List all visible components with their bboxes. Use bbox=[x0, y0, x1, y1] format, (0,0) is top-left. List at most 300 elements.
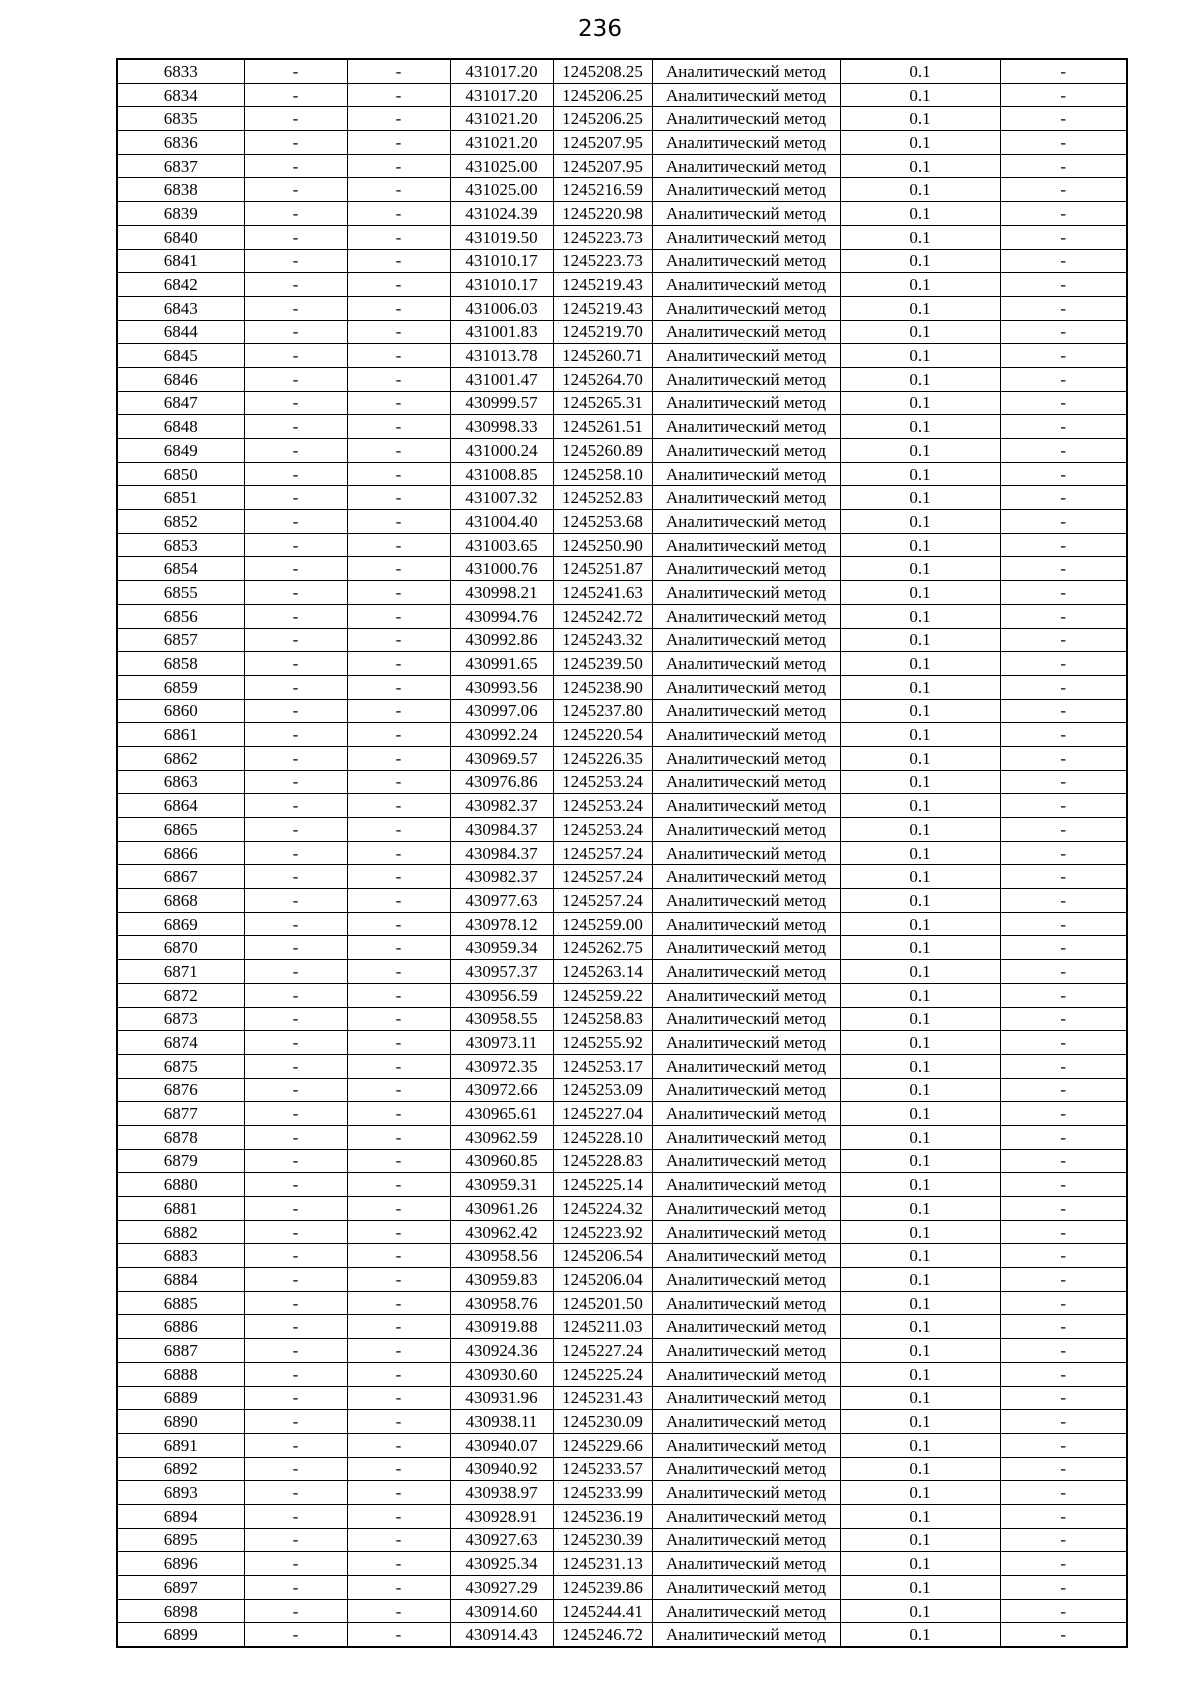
note-cell: - bbox=[1000, 723, 1127, 747]
method-cell: Аналитический метод bbox=[652, 178, 840, 202]
x-coordinate-cell: 430965.61 bbox=[450, 1102, 553, 1126]
note-cell: - bbox=[1000, 202, 1127, 226]
accuracy-cell: 0.1 bbox=[840, 628, 1000, 652]
dash-cell-b: - bbox=[347, 1078, 450, 1102]
dash-cell-a: - bbox=[244, 699, 347, 723]
method-cell: Аналитический метод bbox=[652, 1504, 840, 1528]
method-cell: Аналитический метод bbox=[652, 794, 840, 818]
x-coordinate-cell: 430938.97 bbox=[450, 1481, 553, 1505]
y-coordinate-cell: 1245260.71 bbox=[553, 344, 652, 368]
note-cell: - bbox=[1000, 865, 1127, 889]
dash-cell-b: - bbox=[347, 202, 450, 226]
dash-cell-b: - bbox=[347, 1433, 450, 1457]
table-row bbox=[117, 178, 1127, 202]
method-cell: Аналитический метод bbox=[652, 273, 840, 297]
dash-cell-b: - bbox=[347, 841, 450, 865]
dash-cell-b: - bbox=[347, 1576, 450, 1600]
point-number-cell: 6898 bbox=[117, 1599, 244, 1623]
note-cell: - bbox=[1000, 1528, 1127, 1552]
x-coordinate-cell: 430924.36 bbox=[450, 1339, 553, 1363]
x-coordinate-cell: 431019.50 bbox=[450, 225, 553, 249]
dash-cell-a: - bbox=[244, 1031, 347, 1055]
y-coordinate-cell: 1245220.98 bbox=[553, 202, 652, 226]
note-cell: - bbox=[1000, 1149, 1127, 1173]
table-row bbox=[117, 983, 1127, 1007]
dash-cell-a: - bbox=[244, 344, 347, 368]
note-cell: - bbox=[1000, 1433, 1127, 1457]
accuracy-cell: 0.1 bbox=[840, 1007, 1000, 1031]
dash-cell-b: - bbox=[347, 320, 450, 344]
y-coordinate-cell: 1245257.24 bbox=[553, 865, 652, 889]
dash-cell-b: - bbox=[347, 723, 450, 747]
y-coordinate-cell: 1245219.70 bbox=[553, 320, 652, 344]
point-number-cell: 6884 bbox=[117, 1268, 244, 1292]
dash-cell-b: - bbox=[347, 107, 450, 131]
point-number-cell: 6867 bbox=[117, 865, 244, 889]
x-coordinate-cell: 430972.35 bbox=[450, 1054, 553, 1078]
note-cell: - bbox=[1000, 818, 1127, 842]
table-row bbox=[117, 225, 1127, 249]
dash-cell-a: - bbox=[244, 1315, 347, 1339]
table-row bbox=[117, 1362, 1127, 1386]
table-row bbox=[117, 723, 1127, 747]
y-coordinate-cell: 1245231.43 bbox=[553, 1386, 652, 1410]
y-coordinate-cell: 1245228.83 bbox=[553, 1149, 652, 1173]
x-coordinate-cell: 431025.00 bbox=[450, 178, 553, 202]
x-coordinate-cell: 430982.37 bbox=[450, 794, 553, 818]
dash-cell-a: - bbox=[244, 604, 347, 628]
accuracy-cell: 0.1 bbox=[840, 936, 1000, 960]
table-row bbox=[117, 462, 1127, 486]
method-cell: Аналитический метод bbox=[652, 746, 840, 770]
table-row bbox=[117, 581, 1127, 605]
method-cell: Аналитический метод bbox=[652, 557, 840, 581]
accuracy-cell: 0.1 bbox=[840, 1220, 1000, 1244]
dash-cell-a: - bbox=[244, 107, 347, 131]
note-cell: - bbox=[1000, 1078, 1127, 1102]
table-row bbox=[117, 770, 1127, 794]
accuracy-cell: 0.1 bbox=[840, 1410, 1000, 1434]
table-row bbox=[117, 1481, 1127, 1505]
accuracy-cell: 0.1 bbox=[840, 439, 1000, 463]
y-coordinate-cell: 1245229.66 bbox=[553, 1433, 652, 1457]
dash-cell-a: - bbox=[244, 533, 347, 557]
dash-cell-b: - bbox=[347, 1268, 450, 1292]
dash-cell-b: - bbox=[347, 1149, 450, 1173]
table-row bbox=[117, 486, 1127, 510]
table-row bbox=[117, 1552, 1127, 1576]
dash-cell-b: - bbox=[347, 1362, 450, 1386]
point-number-cell: 6875 bbox=[117, 1054, 244, 1078]
dash-cell-b: - bbox=[347, 1339, 450, 1363]
x-coordinate-cell: 430958.76 bbox=[450, 1291, 553, 1315]
x-coordinate-cell: 430914.60 bbox=[450, 1599, 553, 1623]
dash-cell-a: - bbox=[244, 510, 347, 534]
point-number-cell: 6870 bbox=[117, 936, 244, 960]
accuracy-cell: 0.1 bbox=[840, 746, 1000, 770]
x-coordinate-cell: 430998.21 bbox=[450, 581, 553, 605]
accuracy-cell: 0.1 bbox=[840, 296, 1000, 320]
method-cell: Аналитический метод bbox=[652, 1528, 840, 1552]
y-coordinate-cell: 1245231.13 bbox=[553, 1552, 652, 1576]
point-number-cell: 6862 bbox=[117, 746, 244, 770]
note-cell: - bbox=[1000, 746, 1127, 770]
dash-cell-b: - bbox=[347, 391, 450, 415]
note-cell: - bbox=[1000, 1173, 1127, 1197]
accuracy-cell: 0.1 bbox=[840, 344, 1000, 368]
x-coordinate-cell: 430927.29 bbox=[450, 1576, 553, 1600]
table-row bbox=[117, 1339, 1127, 1363]
method-cell: Аналитический метод bbox=[652, 1031, 840, 1055]
accuracy-cell: 0.1 bbox=[840, 1386, 1000, 1410]
y-coordinate-cell: 1245242.72 bbox=[553, 604, 652, 628]
note-cell: - bbox=[1000, 960, 1127, 984]
method-cell: Аналитический метод bbox=[652, 59, 840, 83]
table-row bbox=[117, 960, 1127, 984]
point-number-cell: 6854 bbox=[117, 557, 244, 581]
y-coordinate-cell: 1245253.68 bbox=[553, 510, 652, 534]
point-number-cell: 6864 bbox=[117, 794, 244, 818]
dash-cell-a: - bbox=[244, 1149, 347, 1173]
point-number-cell: 6847 bbox=[117, 391, 244, 415]
x-coordinate-cell: 430972.66 bbox=[450, 1078, 553, 1102]
y-coordinate-cell: 1245223.73 bbox=[553, 249, 652, 273]
accuracy-cell: 0.1 bbox=[840, 1339, 1000, 1363]
y-coordinate-cell: 1245243.32 bbox=[553, 628, 652, 652]
x-coordinate-cell: 430940.07 bbox=[450, 1433, 553, 1457]
dash-cell-a: - bbox=[244, 367, 347, 391]
dash-cell-b: - bbox=[347, 1410, 450, 1434]
dash-cell-a: - bbox=[244, 1552, 347, 1576]
accuracy-cell: 0.1 bbox=[840, 391, 1000, 415]
x-coordinate-cell: 430925.34 bbox=[450, 1552, 553, 1576]
note-cell: - bbox=[1000, 533, 1127, 557]
method-cell: Аналитический метод bbox=[652, 131, 840, 155]
table-row bbox=[117, 1386, 1127, 1410]
dash-cell-b: - bbox=[347, 1528, 450, 1552]
dash-cell-a: - bbox=[244, 1410, 347, 1434]
y-coordinate-cell: 1245258.83 bbox=[553, 1007, 652, 1031]
note-cell: - bbox=[1000, 675, 1127, 699]
accuracy-cell: 0.1 bbox=[840, 1599, 1000, 1623]
y-coordinate-cell: 1245227.04 bbox=[553, 1102, 652, 1126]
dash-cell-a: - bbox=[244, 178, 347, 202]
accuracy-cell: 0.1 bbox=[840, 273, 1000, 297]
x-coordinate-cell: 430958.56 bbox=[450, 1244, 553, 1268]
table-row bbox=[117, 1268, 1127, 1292]
accuracy-cell: 0.1 bbox=[840, 604, 1000, 628]
note-cell: - bbox=[1000, 936, 1127, 960]
x-coordinate-cell: 430984.37 bbox=[450, 841, 553, 865]
point-number-cell: 6849 bbox=[117, 439, 244, 463]
method-cell: Аналитический метод bbox=[652, 510, 840, 534]
note-cell: - bbox=[1000, 249, 1127, 273]
point-number-cell: 6868 bbox=[117, 889, 244, 913]
accuracy-cell: 0.1 bbox=[840, 1102, 1000, 1126]
dash-cell-a: - bbox=[244, 723, 347, 747]
dash-cell-a: - bbox=[244, 202, 347, 226]
accuracy-cell: 0.1 bbox=[840, 249, 1000, 273]
table-row bbox=[117, 1291, 1127, 1315]
dash-cell-b: - bbox=[347, 510, 450, 534]
point-number-cell: 6834 bbox=[117, 83, 244, 107]
dash-cell-a: - bbox=[244, 889, 347, 913]
accuracy-cell: 0.1 bbox=[840, 83, 1000, 107]
point-number-cell: 6877 bbox=[117, 1102, 244, 1126]
method-cell: Аналитический метод bbox=[652, 841, 840, 865]
point-number-cell: 6835 bbox=[117, 107, 244, 131]
y-coordinate-cell: 1245239.86 bbox=[553, 1576, 652, 1600]
point-number-cell: 6857 bbox=[117, 628, 244, 652]
dash-cell-a: - bbox=[244, 1054, 347, 1078]
page-number: 236 bbox=[578, 16, 622, 42]
dash-cell-a: - bbox=[244, 1220, 347, 1244]
accuracy-cell: 0.1 bbox=[840, 912, 1000, 936]
point-number-cell: 6842 bbox=[117, 273, 244, 297]
point-number-cell: 6888 bbox=[117, 1362, 244, 1386]
dash-cell-a: - bbox=[244, 1362, 347, 1386]
y-coordinate-cell: 1245224.32 bbox=[553, 1197, 652, 1221]
x-coordinate-cell: 431025.00 bbox=[450, 154, 553, 178]
note-cell: - bbox=[1000, 1623, 1127, 1647]
method-cell: Аналитический метод bbox=[652, 1315, 840, 1339]
dash-cell-a: - bbox=[244, 1339, 347, 1363]
x-coordinate-cell: 430999.57 bbox=[450, 391, 553, 415]
dash-cell-b: - bbox=[347, 912, 450, 936]
table-row bbox=[117, 1599, 1127, 1623]
dash-cell-a: - bbox=[244, 557, 347, 581]
point-number-cell: 6846 bbox=[117, 367, 244, 391]
method-cell: Аналитический метод bbox=[652, 936, 840, 960]
note-cell: - bbox=[1000, 1031, 1127, 1055]
x-coordinate-cell: 430994.76 bbox=[450, 604, 553, 628]
x-coordinate-cell: 430973.11 bbox=[450, 1031, 553, 1055]
dash-cell-b: - bbox=[347, 675, 450, 699]
note-cell: - bbox=[1000, 1268, 1127, 1292]
point-number-cell: 6858 bbox=[117, 652, 244, 676]
y-coordinate-cell: 1245262.75 bbox=[553, 936, 652, 960]
y-coordinate-cell: 1245201.50 bbox=[553, 1291, 652, 1315]
accuracy-cell: 0.1 bbox=[840, 1362, 1000, 1386]
table-row bbox=[117, 699, 1127, 723]
note-cell: - bbox=[1000, 320, 1127, 344]
x-coordinate-cell: 431024.39 bbox=[450, 202, 553, 226]
x-coordinate-cell: 431007.32 bbox=[450, 486, 553, 510]
note-cell: - bbox=[1000, 510, 1127, 534]
note-cell: - bbox=[1000, 273, 1127, 297]
method-cell: Аналитический метод bbox=[652, 1102, 840, 1126]
x-coordinate-cell: 430938.11 bbox=[450, 1410, 553, 1434]
accuracy-cell: 0.1 bbox=[840, 1149, 1000, 1173]
dash-cell-a: - bbox=[244, 652, 347, 676]
table-row bbox=[117, 533, 1127, 557]
dash-cell-b: - bbox=[347, 1197, 450, 1221]
dash-cell-a: - bbox=[244, 841, 347, 865]
y-coordinate-cell: 1245264.70 bbox=[553, 367, 652, 391]
dash-cell-b: - bbox=[347, 1552, 450, 1576]
accuracy-cell: 0.1 bbox=[840, 889, 1000, 913]
dash-cell-b: - bbox=[347, 1315, 450, 1339]
x-coordinate-cell: 430959.31 bbox=[450, 1173, 553, 1197]
note-cell: - bbox=[1000, 628, 1127, 652]
y-coordinate-cell: 1245228.10 bbox=[553, 1125, 652, 1149]
note-cell: - bbox=[1000, 1054, 1127, 1078]
accuracy-cell: 0.1 bbox=[840, 1576, 1000, 1600]
table-row bbox=[117, 59, 1127, 83]
method-cell: Аналитический метод bbox=[652, 1173, 840, 1197]
point-number-cell: 6856 bbox=[117, 604, 244, 628]
dash-cell-b: - bbox=[347, 1481, 450, 1505]
point-number-cell: 6892 bbox=[117, 1457, 244, 1481]
method-cell: Аналитический метод bbox=[652, 818, 840, 842]
accuracy-cell: 0.1 bbox=[840, 154, 1000, 178]
accuracy-cell: 0.1 bbox=[840, 1291, 1000, 1315]
x-coordinate-cell: 430928.91 bbox=[450, 1504, 553, 1528]
point-number-cell: 6880 bbox=[117, 1173, 244, 1197]
table-row bbox=[117, 604, 1127, 628]
y-coordinate-cell: 1245219.43 bbox=[553, 273, 652, 297]
dash-cell-a: - bbox=[244, 296, 347, 320]
y-coordinate-cell: 1245206.04 bbox=[553, 1268, 652, 1292]
y-coordinate-cell: 1245225.24 bbox=[553, 1362, 652, 1386]
dash-cell-b: - bbox=[347, 462, 450, 486]
dash-cell-a: - bbox=[244, 1576, 347, 1600]
point-number-cell: 6890 bbox=[117, 1410, 244, 1434]
accuracy-cell: 0.1 bbox=[840, 178, 1000, 202]
table-row bbox=[117, 249, 1127, 273]
y-coordinate-cell: 1245207.95 bbox=[553, 131, 652, 155]
accuracy-cell: 0.1 bbox=[840, 533, 1000, 557]
method-cell: Аналитический метод bbox=[652, 1433, 840, 1457]
dash-cell-b: - bbox=[347, 865, 450, 889]
y-coordinate-cell: 1245251.87 bbox=[553, 557, 652, 581]
point-number-cell: 6841 bbox=[117, 249, 244, 273]
dash-cell-b: - bbox=[347, 344, 450, 368]
y-coordinate-cell: 1245255.92 bbox=[553, 1031, 652, 1055]
x-coordinate-cell: 431000.76 bbox=[450, 557, 553, 581]
x-coordinate-cell: 430997.06 bbox=[450, 699, 553, 723]
note-cell: - bbox=[1000, 604, 1127, 628]
table-row bbox=[117, 794, 1127, 818]
method-cell: Аналитический метод bbox=[652, 1481, 840, 1505]
note-cell: - bbox=[1000, 1457, 1127, 1481]
table-row bbox=[117, 1623, 1127, 1647]
y-coordinate-cell: 1245239.50 bbox=[553, 652, 652, 676]
point-number-cell: 6837 bbox=[117, 154, 244, 178]
point-number-cell: 6852 bbox=[117, 510, 244, 534]
dash-cell-a: - bbox=[244, 486, 347, 510]
note-cell: - bbox=[1000, 1220, 1127, 1244]
y-coordinate-cell: 1245261.51 bbox=[553, 415, 652, 439]
method-cell: Аналитический метод bbox=[652, 1220, 840, 1244]
x-coordinate-cell: 430978.12 bbox=[450, 912, 553, 936]
dash-cell-b: - bbox=[347, 154, 450, 178]
dash-cell-b: - bbox=[347, 1220, 450, 1244]
dash-cell-a: - bbox=[244, 1268, 347, 1292]
dash-cell-b: - bbox=[347, 1244, 450, 1268]
x-coordinate-cell: 430977.63 bbox=[450, 889, 553, 913]
table-row bbox=[117, 865, 1127, 889]
note-cell: - bbox=[1000, 486, 1127, 510]
note-cell: - bbox=[1000, 107, 1127, 131]
accuracy-cell: 0.1 bbox=[840, 1457, 1000, 1481]
accuracy-cell: 0.1 bbox=[840, 320, 1000, 344]
method-cell: Аналитический метод bbox=[652, 1291, 840, 1315]
x-coordinate-cell: 431001.83 bbox=[450, 320, 553, 344]
table-row bbox=[117, 1078, 1127, 1102]
method-cell: Аналитический метод bbox=[652, 675, 840, 699]
dash-cell-b: - bbox=[347, 178, 450, 202]
x-coordinate-cell: 431013.78 bbox=[450, 344, 553, 368]
point-number-cell: 6855 bbox=[117, 581, 244, 605]
x-coordinate-cell: 430919.88 bbox=[450, 1315, 553, 1339]
point-number-cell: 6848 bbox=[117, 415, 244, 439]
x-coordinate-cell: 430914.43 bbox=[450, 1623, 553, 1647]
dash-cell-b: - bbox=[347, 1386, 450, 1410]
method-cell: Аналитический метод bbox=[652, 1149, 840, 1173]
dash-cell-b: - bbox=[347, 1504, 450, 1528]
table-row bbox=[117, 1457, 1127, 1481]
table-row bbox=[117, 1173, 1127, 1197]
note-cell: - bbox=[1000, 1362, 1127, 1386]
method-cell: Аналитический метод bbox=[652, 1244, 840, 1268]
x-coordinate-cell: 430930.60 bbox=[450, 1362, 553, 1386]
accuracy-cell: 0.1 bbox=[840, 107, 1000, 131]
accuracy-cell: 0.1 bbox=[840, 1623, 1000, 1647]
table-body bbox=[117, 59, 1127, 1647]
method-cell: Аналитический метод bbox=[652, 1054, 840, 1078]
y-coordinate-cell: 1245233.57 bbox=[553, 1457, 652, 1481]
accuracy-cell: 0.1 bbox=[840, 1433, 1000, 1457]
dash-cell-a: - bbox=[244, 1433, 347, 1457]
dash-cell-b: - bbox=[347, 59, 450, 83]
method-cell: Аналитический метод bbox=[652, 628, 840, 652]
point-number-cell: 6874 bbox=[117, 1031, 244, 1055]
table-row bbox=[117, 391, 1127, 415]
x-coordinate-cell: 431001.47 bbox=[450, 367, 553, 391]
dash-cell-b: - bbox=[347, 652, 450, 676]
note-cell: - bbox=[1000, 1552, 1127, 1576]
dash-cell-a: - bbox=[244, 1173, 347, 1197]
x-coordinate-cell: 430959.83 bbox=[450, 1268, 553, 1292]
table-row bbox=[117, 344, 1127, 368]
method-cell: Аналитический метод bbox=[652, 581, 840, 605]
table-row bbox=[117, 1125, 1127, 1149]
accuracy-cell: 0.1 bbox=[840, 510, 1000, 534]
y-coordinate-cell: 1245207.95 bbox=[553, 154, 652, 178]
dash-cell-b: - bbox=[347, 960, 450, 984]
note-cell: - bbox=[1000, 1504, 1127, 1528]
dash-cell-b: - bbox=[347, 131, 450, 155]
dash-cell-b: - bbox=[347, 628, 450, 652]
method-cell: Аналитический метод bbox=[652, 1268, 840, 1292]
point-number-cell: 6844 bbox=[117, 320, 244, 344]
method-cell: Аналитический метод bbox=[652, 1576, 840, 1600]
method-cell: Аналитический метод bbox=[652, 1007, 840, 1031]
dash-cell-a: - bbox=[244, 1386, 347, 1410]
accuracy-cell: 0.1 bbox=[840, 1125, 1000, 1149]
table-row bbox=[117, 1149, 1127, 1173]
method-cell: Аналитический метод bbox=[652, 320, 840, 344]
table-row bbox=[117, 1220, 1127, 1244]
note-cell: - bbox=[1000, 83, 1127, 107]
table-row bbox=[117, 107, 1127, 131]
dash-cell-b: - bbox=[347, 273, 450, 297]
y-coordinate-cell: 1245257.24 bbox=[553, 841, 652, 865]
dash-cell-a: - bbox=[244, 1078, 347, 1102]
note-cell: - bbox=[1000, 1244, 1127, 1268]
method-cell: Аналитический метод bbox=[652, 533, 840, 557]
